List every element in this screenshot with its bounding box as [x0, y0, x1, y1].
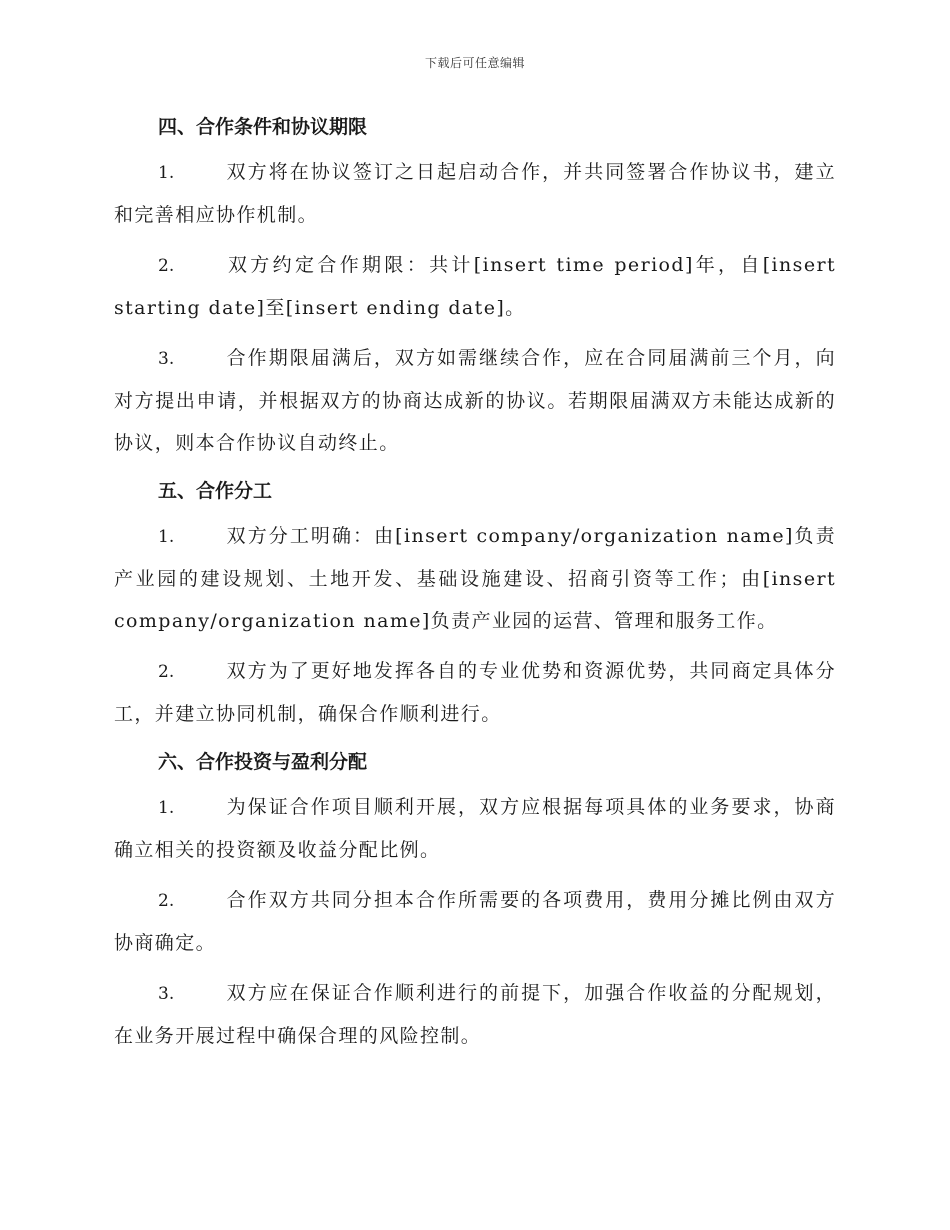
clause-number: 2.: [158, 662, 175, 682]
clause: [114, 972, 836, 1057]
clause: [114, 879, 836, 964]
clause-number: 1.: [158, 527, 175, 547]
section-heading: 四、合作条件和协议期限: [158, 116, 368, 138]
section-heading: 六、合作投资与盈利分配: [158, 751, 368, 773]
section-cooperation-terms: [114, 108, 836, 464]
clause-text: 双方为了更好地发挥各自的专业优势和资源优势，共同商定具体分工，并建立协同机制，确保合作顺利进行。: [114, 660, 836, 725]
clause: [114, 337, 836, 464]
clause-text: 合作期限届满后，双方如需继续合作，应在合同届满前三个月，向对方提出申请，并根据双方的协商达成新的协议。若期限届满双方未能达成新的协议，则本合作协议自动终止。: [114, 347, 836, 454]
clause-text: 双方将在协议签订之日起启动合作，并共同签署合作协议书，建立和完善相应协作机制。: [114, 161, 836, 226]
clause-number: 1.: [158, 163, 175, 183]
clause-text: 合作双方共同分担本合作所需要的各项费用，费用分摊比例由双方协商确定。: [114, 889, 836, 954]
clause-number: 1.: [158, 798, 175, 818]
clause-number: 2.: [158, 891, 175, 911]
section-heading: 五、合作分工: [158, 480, 273, 502]
clause-text: 双方分工明确：由[insert company/organization name]负责产业园的建设规划、土地开发、基础设施建设、招商引资等工作；由[insert company/organization name]负责产业园的运营、管理和服务工作。: [114, 525, 836, 632]
clause-number: 2.: [158, 256, 175, 276]
section-investment-profit: [114, 743, 836, 1057]
clause: [114, 151, 836, 236]
clause-text: 双方约定合作期限：共计[insert time period]年，自[insert starting date]至[insert ending date]。: [114, 254, 836, 319]
document-body: [114, 108, 836, 1065]
clause: [114, 515, 836, 642]
page-header: 下载后可任意编辑: [424, 56, 525, 70]
clause: [114, 650, 836, 735]
clause-number: 3.: [158, 349, 175, 369]
clause-number: 3.: [158, 984, 175, 1004]
clause: [114, 786, 836, 871]
clause: [114, 244, 836, 329]
clause-text: 双方应在保证合作顺利进行的前提下，加强合作收益的分配规划，在业务开展过程中确保合理的风险控制。: [114, 982, 836, 1047]
section-division-of-work: [114, 472, 836, 735]
clause-text: 为保证合作项目顺利开展，双方应根据每项具体的业务要求，协商确立相关的投资额及收益分配比例。: [114, 796, 836, 861]
